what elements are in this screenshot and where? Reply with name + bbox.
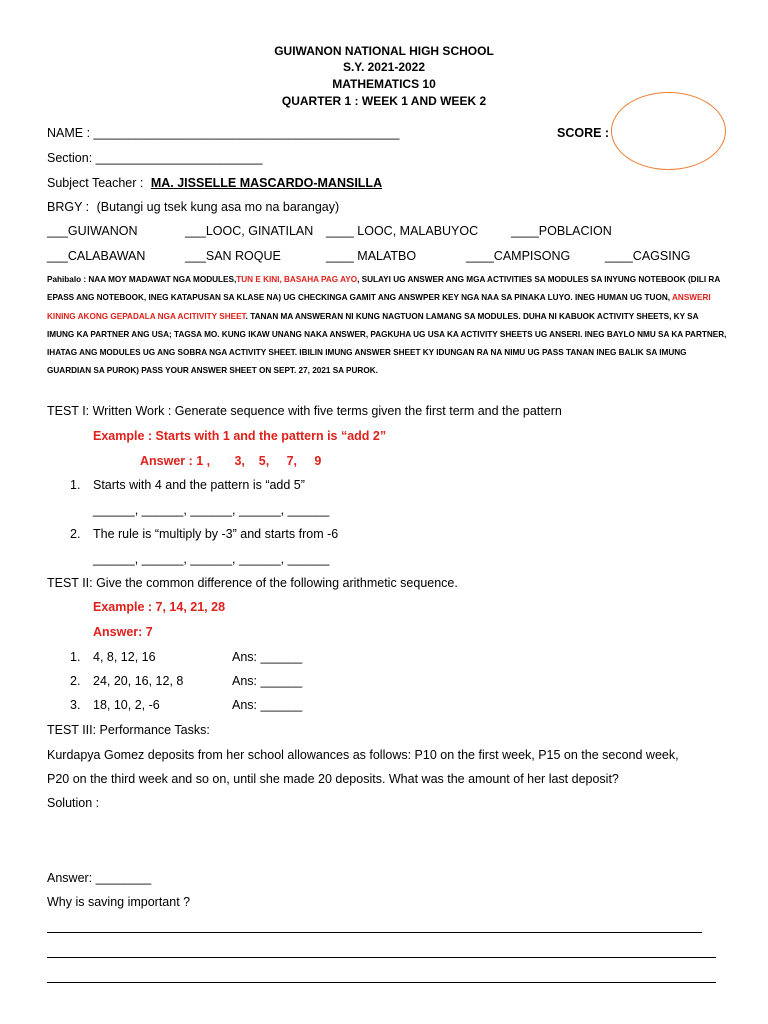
test2-item-2-answer[interactable]: Ans: ______ [232, 674, 303, 688]
name-label: NAME : [47, 126, 91, 140]
test2-item-3-number: 3. [70, 698, 81, 712]
brgy-option-poblacion[interactable]: ____POBLACION [511, 224, 612, 238]
notice-text-3: . TANAN MA ANSWERAN NI KUNG NAGTUON LAMANG SA MODULES. DUHA NI KABUOK ACTIVITY SHEETS, KY SA IMUNG KA PARTNER ANG USA; TAGSA MO. KUNG IKAW UNANG NAKA ANSWER, PAGKUHA UG USA KA ACTIVITY SHEETS UG ANSERI. INEG BAYLO NMU SA KA PARTNER, IHATAG ANG MODULES UG ANG SOBRA NGA ACTIVITY SHEET. IBILIN IMUNG ANSWER SHEET KY IDUNGAN RA NA NIMU UG PASS TANAN INEG BALIK SA IMUNG GUARDIAN SA PUROK) PASS YOUR ANSWER SHEET ON SEPT. 27, 2021 SA PUROK. [47, 311, 727, 376]
notice-text-2: , SULAYI UG ANSWER ANG MGA ACTIVITIES SA MODULES SA INYUNG NOTEBOOK (DILI RA EPASS ANG NOTEBOOK, INEG KATAPUSAN SA KLASE NA) UG CHECKINGA GAMIT ANG ANSWPER KEY NGA NAA SA PINAKA LUYO. INEG HUMAN UG TUON, [47, 275, 720, 303]
notice-red-2: ANSWERI KINING AKONG GEPADALA NGA ACITIVITY SHEET [47, 293, 711, 321]
score-oval[interactable] [611, 92, 726, 170]
name-field[interactable]: ____________________________________________ [93, 126, 400, 140]
test3-title: TEST III: Performance Tasks: [47, 723, 210, 737]
school-name: GUIWANON NATIONAL HIGH SCHOOL [274, 44, 494, 58]
test2-item-2-number: 2. [70, 674, 81, 688]
solution-label: Solution : [47, 796, 100, 810]
test2-example-answer: Answer: 7 [93, 625, 153, 639]
notice-red-1: TUN E KINI, BASAHA PAG AYO [236, 275, 358, 284]
test1-item-1-answer-blanks[interactable]: ______, ______, ______, ______, ______ [93, 503, 330, 517]
test2-item-1-number: 1. [70, 650, 81, 664]
test3-problem-line-1: Kurdapya Gomez deposits from her school allowances as follows: P10 on the first week, P15 on the second week, [47, 748, 679, 762]
brgy-option-looc-ginatilan[interactable]: ___LOOC, GINATILAN [185, 224, 314, 238]
test1-example: Example : Starts with 1 and the pattern is “add 2” [93, 429, 387, 443]
test2-title: TEST II: Give the common difference of the following arithmetic sequence. [47, 576, 458, 590]
brgy-option-malatbo[interactable]: ____ MALATBO [326, 249, 417, 263]
section-field[interactable]: ________________________ [95, 151, 263, 165]
brgy-option-san-roque[interactable]: ___SAN ROQUE [185, 249, 281, 263]
test3-problem-line-2: P20 on the third week and so on, until she made 20 deposits. What was the amount of her last deposit? [47, 772, 619, 786]
test1-item-1-number: 1. [70, 478, 81, 492]
teacher-row [47, 176, 382, 190]
brgy-row [47, 200, 339, 214]
brgy-option-cagsing[interactable]: ____CAGSING [605, 249, 691, 263]
notice-paragraph [47, 271, 727, 381]
saving-question: Why is saving important ? [47, 895, 191, 909]
test1-title: TEST I: Written Work : Generate sequence with five terms given the first term and the pattern [47, 404, 562, 418]
teacher-name: MA. JISSELLE MASCARDO-MANSILLA [150, 176, 383, 190]
brgy-label: BRGY : [47, 200, 90, 214]
school-year: S.Y. 2021-2022 [342, 60, 426, 74]
test2-item-1-sequence: 4, 8, 12, 16 [93, 650, 156, 664]
writing-line[interactable] [47, 957, 716, 958]
name-row [47, 126, 399, 140]
section-label: Section: [47, 151, 93, 165]
quarter-title: QUARTER 1 : WEEK 1 AND WEEK 2 [281, 94, 487, 108]
test1-item-1-text: Starts with 4 and the pattern is “add 5” [93, 478, 305, 492]
score-label: SCORE : [557, 126, 610, 140]
test1-item-2-answer-blanks[interactable]: ______, ______, ______, ______, ______ [93, 552, 330, 566]
brgy-option-campisong[interactable]: ____CAMPISONG [466, 249, 571, 263]
subject-title: MATHEMATICS 10 [332, 77, 436, 91]
solution-area[interactable] [47, 816, 707, 866]
brgy-instruction: (Butangi ug tsek kung asa mo na barangay) [96, 200, 340, 214]
test2-example: Example : 7, 14, 21, 28 [93, 600, 226, 614]
brgy-option-guiwanon[interactable]: ___GUIWANON [47, 224, 138, 238]
brgy-option-looc-malabuyoc[interactable]: ____ LOOC, MALABUYOC [326, 224, 479, 238]
test1-item-2-number: 2. [70, 527, 81, 541]
section-row [47, 151, 263, 165]
test1-example-answer: Answer : 1 , 3, 5, 7, 9 [140, 454, 322, 468]
answer-field[interactable]: Answer: ________ [47, 871, 152, 885]
test2-item-3-sequence: 18, 10, 2, -6 [93, 698, 160, 712]
teacher-label: Subject Teacher : [47, 176, 144, 190]
writing-line[interactable] [47, 982, 716, 983]
brgy-option-calabawan[interactable]: ___CALABAWAN [47, 249, 146, 263]
writing-line[interactable] [47, 932, 702, 933]
test2-item-1-answer[interactable]: Ans: ______ [232, 650, 303, 664]
test1-item-2-text: The rule is “multiply by -3” and starts from -6 [93, 527, 339, 541]
test2-item-3-answer[interactable]: Ans: ______ [232, 698, 303, 712]
test2-item-2-sequence: 24, 20, 16, 12, 8 [93, 674, 184, 688]
notice-text-1: Pahibalo : NAA MOY MADAWAT NGA MODULES, [47, 275, 237, 284]
